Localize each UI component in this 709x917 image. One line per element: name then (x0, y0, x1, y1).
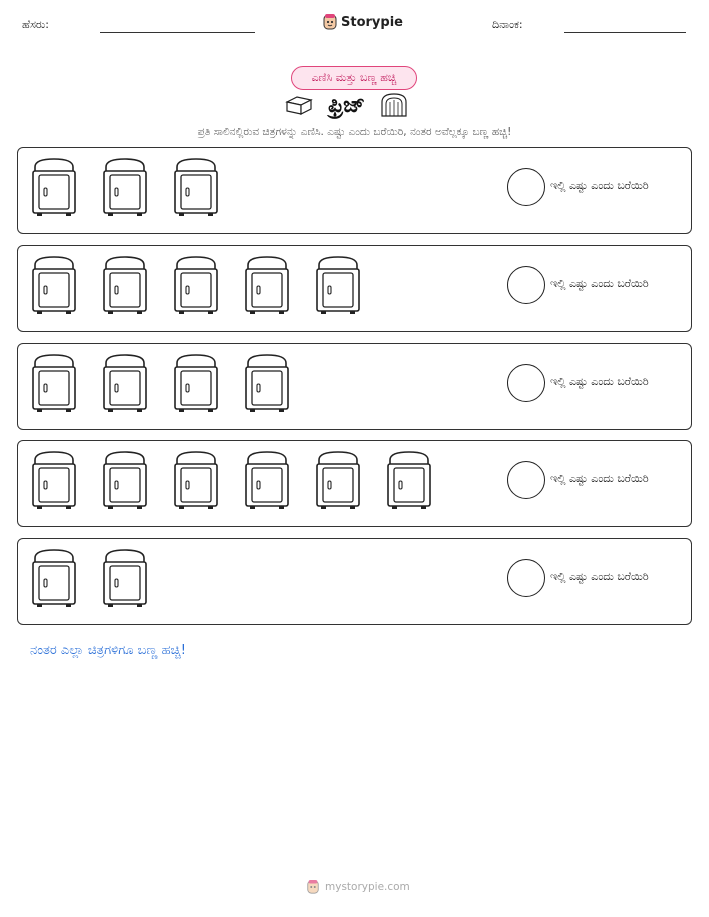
answer-label: ಇಲ್ಲಿ ಎಷ್ಟು ಎಂದು ಬರೆಯಿರಿ (550, 375, 649, 388)
fridge-picture[interactable] (314, 450, 362, 510)
brand-logo (322, 13, 403, 31)
page-title: ಫ್ರಿಜ್ (328, 92, 365, 118)
fridge-group (30, 157, 220, 217)
date-label: ದಿನಾಂಕ: (492, 18, 523, 31)
fridge-picture[interactable] (30, 548, 78, 608)
storypie-mascot-icon (306, 879, 320, 895)
fridge-picture[interactable] (30, 353, 78, 413)
answer-circle[interactable] (507, 364, 545, 402)
fridge-picture[interactable] (101, 450, 149, 510)
fridge-picture[interactable] (172, 255, 220, 315)
fridge-picture[interactable] (101, 353, 149, 413)
footer-note: ನಂತರ ಎಲ್ಲಾ ಚಿತ್ರಗಳಿಗೂ ಬಣ್ಣ ಹಚ್ಚಿ! (30, 643, 186, 658)
fridge-picture[interactable] (172, 450, 220, 510)
box-icon (284, 94, 314, 116)
answer-label: ಇಲ್ಲಿ ಎಷ್ಟು ಎಂದು ಬರೆಯಿರಿ (550, 570, 649, 583)
fridge-picture[interactable] (172, 157, 220, 217)
fridge-group (30, 548, 149, 608)
name-label: ಹೆಸರು: (22, 18, 49, 31)
answer-label: ಇಲ್ಲಿ ಎಷ್ಟು ಎಂದು ಬರೆಯಿರಿ (550, 472, 649, 485)
counting-row (17, 147, 692, 234)
counting-row (17, 245, 692, 332)
title-row (284, 92, 409, 118)
name-line[interactable] (100, 32, 255, 33)
answer-label: ಇಲ್ಲಿ ಎಷ್ಟು ಎಂದು ಬರೆಯಿರಿ (550, 179, 649, 192)
instructions: ಪ್ರತಿ ಸಾಲಿನಲ್ಲಿರುವ ಚಿತ್ರಗಳನ್ನು ಎಣಿಸಿ. ಎಷ್ಟು ಎಂದು ಬರೆಯಿರಿ, ನಂತರ ಅವೆಲ್ಲಕ್ಕೂ ಬಣ್ಣ ಹಚ್ಚಿ! (197, 126, 512, 138)
date-line[interactable] (564, 32, 686, 33)
fridge-picture[interactable] (243, 353, 291, 413)
fridge-picture[interactable] (243, 450, 291, 510)
counting-row (17, 343, 692, 430)
fridge-picture[interactable] (101, 548, 149, 608)
fridge-group (30, 450, 433, 510)
site-footer (306, 879, 410, 895)
answer-label: ಇಲ್ಲಿ ಎಷ್ಟು ಎಂದು ಬರೆಯಿರಿ (550, 277, 649, 290)
counting-row (17, 538, 692, 625)
storypie-mascot-icon (322, 13, 338, 31)
fridge-picture[interactable] (314, 255, 362, 315)
brand-name: Storypie (341, 14, 403, 30)
fridge-picture[interactable] (101, 157, 149, 217)
fridge-picture[interactable] (30, 255, 78, 315)
fridge-picture[interactable] (385, 450, 433, 510)
fridge-picture[interactable] (30, 157, 78, 217)
answer-circle[interactable] (507, 168, 545, 206)
answer-circle[interactable] (507, 461, 545, 499)
activity-badge (291, 66, 417, 90)
fridge-picture[interactable] (30, 450, 78, 510)
fridge-picture[interactable] (172, 353, 220, 413)
fridge-icon (379, 92, 409, 118)
fridge-picture[interactable] (101, 255, 149, 315)
fridge-group (30, 353, 291, 413)
counting-row (17, 440, 692, 527)
fridge-group (30, 255, 362, 315)
site-url: mystorypie.com (325, 881, 410, 893)
fridge-picture[interactable] (243, 255, 291, 315)
answer-circle[interactable] (507, 266, 545, 304)
activity-badge-text: ಎಣಿಸಿ ಮತ್ತು ಬಣ್ಣ ಹಚ್ಚಿ (311, 71, 397, 84)
answer-circle[interactable] (507, 559, 545, 597)
